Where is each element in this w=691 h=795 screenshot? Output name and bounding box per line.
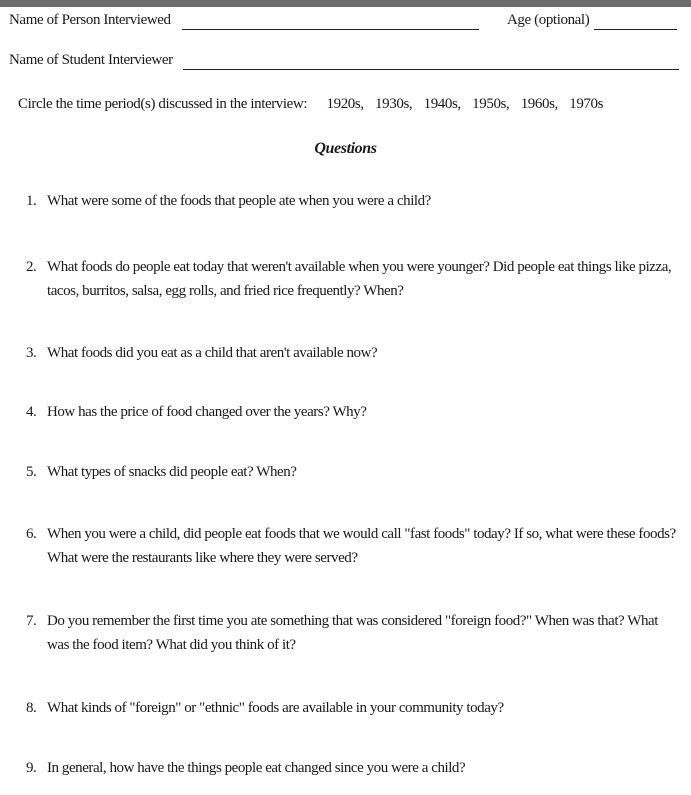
question-item [26,255,681,303]
period-1950s[interactable]: 1950s, [472,96,510,112]
person-interviewed-line[interactable] [182,29,479,30]
question-text: What were some of the foods that people ate when you were a child? [47,193,431,209]
question-item [26,189,681,213]
student-interviewer-label: Name of Student Interviewer [9,52,173,68]
question-text: How has the price of food changed over the years? Why? [47,404,367,420]
question-item [26,756,681,780]
period-1930s[interactable]: 1930s, [375,96,413,112]
top-border-bar [0,0,691,7]
question-number: 5. [26,464,37,480]
question-item [26,400,681,424]
student-interviewer-line[interactable] [183,69,679,70]
question-text: When you were a child, did people eat foods that we would call "fast foods" today? If so, what were these foods? What were the restaurants like where they were served? [47,526,676,566]
question-number: 3. [26,345,37,361]
age-line[interactable] [594,29,677,30]
question-text: What kinds of "foreign" or "ethnic" foods are available in your community today? [47,700,504,716]
question-text: What types of snacks did people eat? When? [47,464,297,480]
period-1940s[interactable]: 1940s, [423,96,461,112]
question-item [26,609,681,657]
question-number: 2. [26,259,37,275]
question-text: What foods do people eat today that weren't available when you were younger? Did people eat things like pizza, tacos, burritos, salsa, egg rolls, and fried rice frequently? When? [47,259,672,299]
person-interviewed-label: Name of Person Interviewed [9,12,171,28]
time-period-options [319,96,604,112]
question-item [26,341,681,365]
period-1920s[interactable]: 1920s, [326,96,364,112]
questions-title: Questions [314,140,377,157]
question-item [26,696,681,720]
time-period-label: Circle the time period(s) discussed in the interview: [18,96,308,112]
question-text: Do you remember the first time you ate something that was considered "foreign food?" When was that? What was the food item? What did you think of it? [47,613,658,653]
question-text: What foods did you eat as a child that aren't available now? [47,345,378,361]
time-period-prompt [18,96,603,113]
question-number: 4. [26,404,37,420]
question-number: 1. [26,193,37,209]
question-item [26,460,681,484]
period-1960s[interactable]: 1960s, [520,96,558,112]
question-item [26,522,681,570]
period-1970s[interactable]: 1970s [569,96,604,112]
question-number: 8. [26,700,37,716]
question-text: In general, how have the things people eat changed since you were a child? [47,760,466,776]
question-number: 7. [26,613,37,629]
question-number: 9. [26,760,37,776]
age-label: Age (optional) [507,12,590,28]
question-number: 6. [26,526,37,542]
